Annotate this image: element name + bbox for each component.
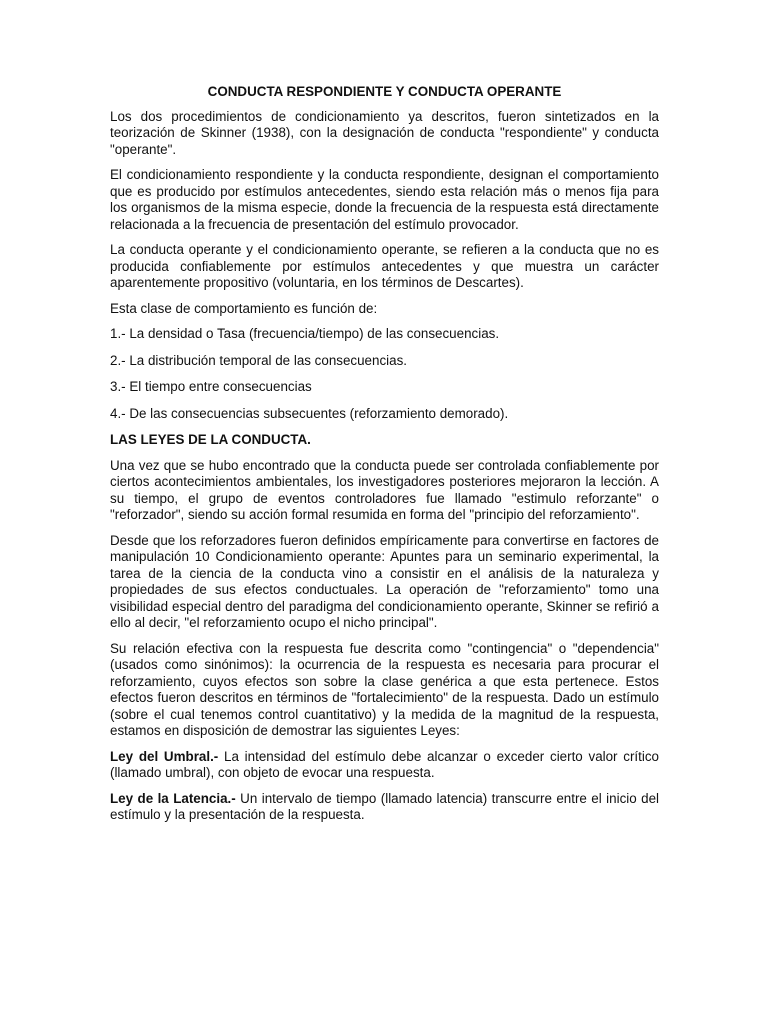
paragraph-function-of: Esta clase de comportamiento es función de: xyxy=(110,300,378,316)
law-threshold xyxy=(110,749,659,782)
document-page xyxy=(110,84,659,833)
paragraph-respondent: El condicionamiento respondiente y la conducta respondiente, designan el comportamiento que es producido por estímulos antecedentes, siendo esta relación más o menos fija para los organismos de la misma especie, donde la frecuencia de la respuesta está directamente relacionada a la frecuencia de presentación del estímulo provocador. xyxy=(110,167,659,232)
law-latency xyxy=(110,791,659,824)
document-title: CONDUCTA RESPONDIENTE Y CONDUCTA OPERANTE xyxy=(207,84,562,99)
law-latency-text: Un intervalo de tiempo (llamado latencia) transcurre entre el inicio del estímulo y la presentación de la respuesta. xyxy=(110,790,659,822)
list-item-3: 3.- El tiempo entre consecuencias xyxy=(110,379,312,394)
paragraph-intro: Los dos procedimientos de condicionamiento ya descritos, fueron sintetizados en la teorización de Skinner (1938), con la designación de conducta "respondiente" y conducta "operante". xyxy=(110,108,659,157)
law-threshold-text: La intensidad del estímulo debe alcanzar o exceder cierto valor crítico (llamado umbral), con objeto de evocar una respuesta. xyxy=(110,748,659,780)
list-item-4: 4.- De las consecuencias subsecuentes (reforzamiento demorado). xyxy=(110,405,509,421)
law-threshold-name: Ley del Umbral.- xyxy=(110,748,219,764)
paragraph-operant: La conducta operante y el condicionamiento operante, se refieren a la conducta que no es producida confiablemente por estímulos antecedentes y que muestra un carácter aparentemente propositivo (voluntaria, en los términos de Descartes). xyxy=(110,242,659,290)
section-heading: LAS LEYES DE LA CONDUCTA. xyxy=(110,432,311,447)
section-paragraph-3: Su relación efectiva con la respuesta fue descrita como "contingencia" o "dependencia" (usados como sinónimos): la ocurrencia de la respuesta es necesaria para procurar el reforzamiento, cuyos efectos son sobre la clase genérica a que esta pertenece. Estos efectos fueron descritos en términos de "fortalecimiento" de la respuesta. Dado un estímulo (sobre el cual tenemos control cuantitativo) y la medida de la magnitud de la respuesta, estamos en disposición de demostrar las siguientes Leyes: xyxy=(110,640,659,738)
list-item-1: 1.- La densidad o Tasa (frecuencia/tiempo) de las consecuencias. xyxy=(110,326,500,341)
law-latency-name: Ley de la Latencia.- xyxy=(110,790,236,806)
section-paragraph-2: Desde que los reforzadores fueron definidos empíricamente para convertirse en factores de manipulación 10 Condicionamiento operante: Apuntes para un seminario experimental, la tarea de la ciencia de la conducta vino a consistir en el análisis de la naturaleza y propiedades de sus efectos conductuales. La operación de "reforzamiento" tomo una visibilidad especial dentro del paradigma del condicionamiento operante, Skinner se refirió a ello al decir, "el reforzamiento ocupo el nicho principal". xyxy=(110,532,659,630)
section-paragraph-1: Una vez que se hubo encontrado que la conducta puede ser controlada confiablemente por ciertos acontecimientos ambientales, los investigadores posteriores mejoraron la lección. A su tiempo, el grupo de eventos controladores fue llamado "estimulo reforzante" o "reforzador", siendo su acción formal resumida en forma del "principio del reforzamiento". xyxy=(110,457,659,522)
list-item-2: 2.- La distribución temporal de las consecuencias. xyxy=(110,352,407,368)
